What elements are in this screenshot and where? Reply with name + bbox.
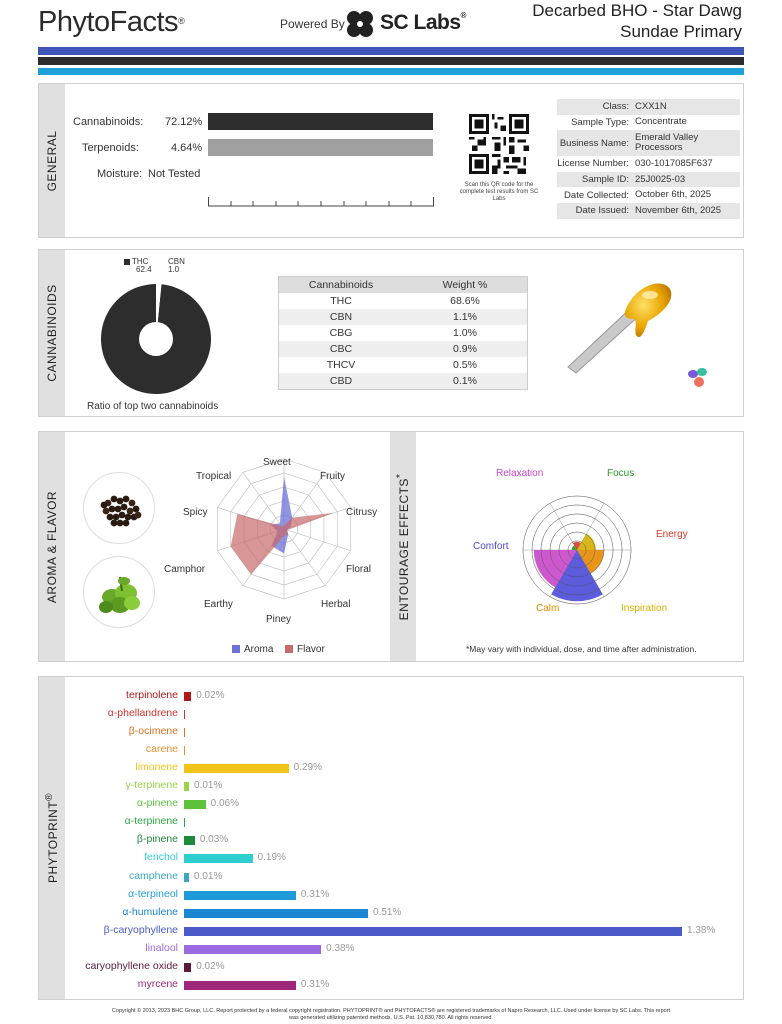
effects-footnote: *May vary with individual, dose, and time after administration.: [466, 644, 697, 654]
terpene-name: β-ocimene: [128, 725, 178, 738]
table-row: CBD 0.1%: [279, 373, 527, 389]
phytofacts-logo: PhytoFacts®: [38, 6, 185, 38]
terpene-name: linalool: [145, 941, 178, 954]
general-panel: [38, 83, 744, 238]
terpene-name: α-phellandrene: [107, 707, 178, 720]
terpene-name: β-pinene: [136, 833, 178, 846]
pie-caption: Ratio of top two cannabinoids: [87, 401, 219, 412]
phytoprint-panel: [38, 676, 744, 1000]
product-title: [532, 0, 742, 42]
terpene-bar: [184, 927, 682, 936]
powered-by-label: Powered By: [280, 17, 345, 31]
cannabinoids-side-tab: [39, 250, 65, 416]
effect-label-energy: Energy: [656, 529, 688, 540]
phytoprint-side-tab: [39, 677, 65, 999]
terpene-bar: [184, 746, 185, 755]
terpene-bar: [184, 891, 296, 900]
table-row: THCV 0.5%: [326, 359, 477, 371]
terpene-bar: [184, 728, 185, 737]
terpene-name: α-terpineol: [128, 887, 178, 900]
report-header: [0, 0, 782, 46]
terpene-name: limonene: [135, 761, 178, 774]
info-row-sample-type: Sample Type: Concentrate: [571, 116, 687, 128]
moisture-label: Moisture:: [97, 168, 143, 180]
radar-label-tropical: Tropical: [196, 471, 232, 482]
terpene-bar: [184, 710, 185, 719]
terpene-value: 0.31%: [300, 978, 330, 990]
legend-aroma-swatch: [232, 645, 240, 653]
product-subtitle: Sundae Primary: [620, 22, 742, 41]
sample-info-table: [557, 99, 740, 219]
phytoprint-section-label: PHYTOPRINT®: [44, 793, 60, 883]
peppercorn-image: [83, 472, 155, 544]
terpene-name: myrcene: [137, 977, 178, 990]
terpene-value: 0.01%: [194, 780, 223, 792]
legend-cbn: CBN 1.0: [168, 257, 185, 274]
footer-line-1: Copyright © 2013, 2023 BHC Group, LLC. Report protected by a federal copyright registration. PHYTOPRINT® and PHYTOFACTS® are registered trademarks of Napro Research, LLC. Used under license by SC Labs. This report: [111, 1008, 671, 1014]
cannabinoids-value: 72.12%: [165, 116, 203, 128]
cannabinoids-bar: [208, 113, 433, 130]
aroma-effects-panel: [38, 431, 744, 662]
terpene-bar: [184, 818, 185, 827]
terpene-name: α-terpinene: [124, 815, 178, 828]
terpene-bar: [184, 782, 189, 791]
terpenoids-value: 4.64%: [171, 142, 203, 154]
info-row-date-collected: Date Collected: October 6th, 2025: [564, 189, 712, 201]
legend-flavor-swatch: [285, 645, 293, 653]
scale-ticks: [208, 197, 434, 207]
effects-side-tab: [390, 432, 416, 661]
radar-label-citrusy: Citrusy: [346, 507, 378, 518]
sc-labs-logo-text: SC Labs®: [380, 11, 466, 34]
terpene-bar: [184, 836, 195, 845]
concentrate-dab-image: [564, 275, 674, 375]
radar-label-earthy: Earthy: [204, 599, 233, 610]
product-name: Decarbed BHO - Star Dawg: [532, 1, 742, 20]
terpene-value: 0.02%: [196, 690, 225, 701]
terpenoids-bar: [208, 139, 433, 156]
info-row-license-number: License Number: 030-1017085F637: [557, 157, 713, 170]
terpene-name: carene: [145, 743, 178, 756]
legend-thc-swatch: [124, 259, 130, 265]
general-section-label: GENERAL: [45, 130, 59, 191]
terpene-bar: [184, 945, 321, 954]
terpene-value: 0.03%: [199, 834, 229, 846]
terpene-value: 0.06%: [210, 798, 239, 810]
terpene-name: caryophyllene oxide: [85, 959, 178, 972]
aroma-side-tab: [39, 432, 65, 661]
stripe-blue: [38, 47, 744, 55]
terpene-value: 0.19%: [257, 852, 286, 864]
terpene-bar: [184, 963, 191, 972]
hops-image: [83, 556, 155, 628]
terpene-value: 0.51%: [373, 906, 402, 918]
terpene-name: γ-terpinene: [125, 779, 178, 792]
terpenoids-label: Terpenoids:: [82, 142, 139, 154]
effects-section-label: ENTOURAGE EFFECTS*: [395, 473, 411, 620]
stripe-cyan: [38, 68, 744, 75]
footer-line-2: was generated utilizing patented methods. U.S. Pat. 10,830,780. All rights reserved.: [289, 1015, 493, 1021]
effect-label-calm: Calm: [536, 603, 560, 614]
terpene-bar: [184, 854, 253, 863]
table-row: CBC 0.9%: [279, 341, 527, 357]
moisture-value: Not Tested: [148, 168, 201, 180]
info-row-sample-id: Sample ID: 25J0025-03: [557, 172, 740, 188]
table-row: CBN 1.1%: [279, 309, 527, 325]
terpene-value: 1.38%: [687, 924, 716, 936]
terpene-value: 0.38%: [326, 942, 355, 954]
legend-flavor: Flavor: [285, 644, 325, 655]
radar-label-spicy: Spicy: [183, 507, 208, 518]
terpene-bar: [184, 800, 206, 809]
terpene-name: terpinolene: [126, 689, 178, 701]
radar-label-fruity: Fruity: [320, 471, 345, 482]
general-side-tab: [39, 84, 65, 237]
info-row-date-issued: Date Issued: November 6th, 2025: [557, 203, 740, 219]
terpene-bar: [184, 873, 189, 882]
cannabinoids-label: Cannabinoids:: [73, 116, 144, 128]
radar-label-sweet: Sweet: [263, 457, 291, 468]
effect-label-relaxation: Relaxation: [496, 468, 544, 479]
terpene-name: β-caryophyllene: [103, 923, 178, 936]
legend-aroma: Aroma: [232, 644, 273, 655]
terpene-name: α-pinene: [136, 797, 178, 810]
terpene-value: 0.29%: [293, 762, 322, 774]
effects-dots-icon: [685, 366, 709, 390]
table-row: THC 68.6%: [330, 295, 480, 307]
terpene-bar: [184, 764, 289, 773]
effect-label-inspiration: Inspiration: [621, 603, 668, 614]
cannabinoid-weight-table: [278, 276, 528, 390]
table-header: Cannabinoids Weight %: [279, 277, 527, 293]
copyright-footer: [30, 1008, 752, 1022]
terpene-name: camphene: [128, 869, 178, 882]
terpene-value: 0.01%: [194, 870, 223, 882]
info-row-business-name: Business Name: Emerald Valley Processors: [557, 130, 740, 156]
entourage-effects-polar-chart: [521, 494, 633, 606]
effect-label-focus: Focus: [607, 468, 635, 479]
radar-label-piney: Piney: [266, 614, 292, 625]
info-row-class: Class: CXX1N: [557, 99, 740, 115]
cannabinoids-section-label: CANNABINOIDS: [45, 284, 59, 382]
radar-label-camphor: Camphor: [164, 564, 206, 575]
table-row: CBG 1.0%: [329, 327, 477, 339]
sc-labs-logo-icon: [345, 9, 375, 39]
effect-label-comfort: Comfort: [473, 541, 509, 552]
terpene-value: 0.02%: [196, 960, 225, 972]
legend-thc: THC 62.4: [124, 258, 152, 274]
qr-code-icon[interactable]: [469, 114, 529, 174]
stripe-dark: [38, 57, 744, 65]
terpene-value: 0.31%: [300, 888, 330, 900]
qr-caption: Scan this QR code for the complete test results from SC Labs: [459, 182, 539, 202]
terpene-name: fenchol: [144, 851, 178, 864]
radar-label-herbal: Herbal: [321, 599, 351, 610]
aroma-section-label: AROMA & FLAVOR: [45, 490, 59, 603]
terpene-bar: [184, 981, 296, 990]
cannabinoid-ratio-pie: [99, 282, 213, 396]
radar-label-floral: Floral: [346, 564, 372, 575]
terpene-bar: [184, 909, 368, 918]
cannabinoids-panel: [38, 249, 744, 417]
terpene-name: α-humulene: [122, 905, 178, 918]
terpene-bar: [184, 692, 191, 701]
